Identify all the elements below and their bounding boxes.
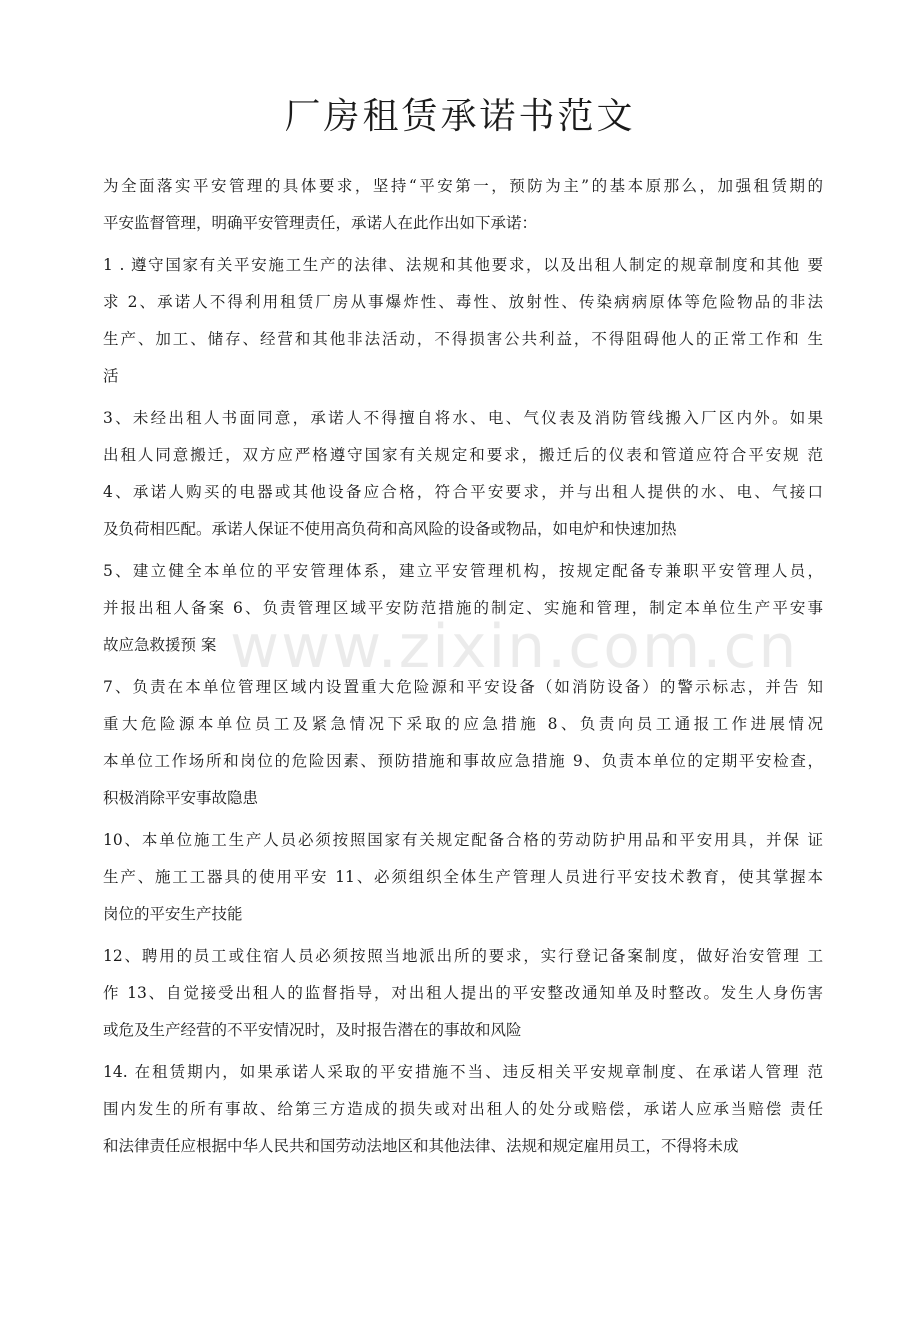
paragraph-line: 12、聘用的员工或住宿人员必须按照当地派出所的要求，实行登记备案制度，做好治安管理 工: [103, 947, 823, 965]
paragraph-line: 14. 在租赁期内，如果承诺人采取的平安措施不当、违反相关平安规章制度、在承诺人管理 范: [103, 1063, 823, 1081]
paragraph-line: 积极消除平安事故隐患: [103, 789, 259, 807]
paragraph-line: 生产、加工、储存、经营和其他非法活动，不得损害公共利益，不得阻碍他人的正常工作和 生: [103, 330, 823, 348]
paragraph-line: 围内发生的所有事故、给第三方造成的损失或对出租人的处分或赔偿，承诺人应承当赔偿 责任: [103, 1100, 823, 1118]
document-title: 厂房租赁承诺书范文: [284, 96, 636, 137]
paragraph-line: 并报出租人备案 6、负责管理区域平安防范措施的制定、实施和管理，制定本单位生产平安事: [103, 599, 823, 617]
paragraph: [103, 247, 823, 395]
paragraph: [103, 553, 823, 664]
paragraph-line: 故应急救援预 案: [103, 636, 217, 654]
paragraph: [103, 1054, 823, 1165]
paragraph: [103, 938, 823, 1049]
paragraph-line: 求 2、承诺人不得利用租赁厂房从事爆炸性、毒性、放射性、传染病病原体等危险物品的非法: [103, 293, 823, 311]
paragraph: [103, 168, 823, 242]
paragraph-line: 重大危险源本单位员工及紧急情况下采取的应急措施 8、负责向员工通报工作进展情况: [103, 715, 823, 733]
paragraph-line: 和法律责任应根据中华人民共和国劳动法地区和其他法律、法规和规定雇用员工，不得将未成: [103, 1137, 739, 1155]
watermark: www.zixin.com.cn: [230, 612, 799, 682]
paragraph: [103, 822, 823, 933]
paragraph-line: 出租人同意搬迁，双方应严格遵守国家有关规定和要求，搬迁后的仪表和管道应符合平安规 范: [103, 446, 823, 464]
paragraph-line: 4、承诺人购买的电器或其他设备应合格，符合平安要求，并与出租人提供的水、电、气接口: [103, 483, 823, 501]
paragraph-line: 活: [103, 367, 119, 385]
paragraph-line: 本单位工作场所和岗位的危险因素、预防措施和事故应急措施 9、负责本单位的定期平安检查，: [103, 752, 823, 770]
paragraph-line: 岗位的平安生产技能: [103, 905, 243, 923]
paragraph-line: 5、建立健全本单位的平安管理体系，建立平安管理机构，按规定配备专兼职平安管理人员，: [103, 562, 823, 580]
paragraph-line: 及负荷相匹配。承诺人保证不使用高负荷和高风险的设备或物品，如电炉和快速加热: [103, 520, 677, 538]
paragraph-line: 作 13、自觉接受出租人的监督指导，对出租人提出的平安整改通知单及时整改。发生人身伤害: [103, 984, 823, 1002]
paragraph-line: 为全面落实平安管理的具体要求，坚持“平安第一，预防为主”的基本原那么，加强租赁期的: [103, 177, 823, 195]
paragraph-line: 10、本单位施工生产人员必须按照国家有关规定配备合格的劳动防护用品和平安用具，并保 证: [103, 831, 823, 849]
paragraph: [103, 400, 823, 548]
paragraph-line: 7、负责在本单位管理区域内设置重大危险源和平安设备（如消防设备）的警示标志，并告 知: [103, 678, 823, 696]
paragraph-line: 1 . 遵守国家有关平安施工生产的法律、法规和其他要求，以及出租人制定的规章制度和其他 要: [103, 256, 823, 274]
document-body: [103, 168, 823, 1170]
paragraph: [103, 669, 823, 817]
paragraph-line: 或危及生产经营的不平安情况时，及时报告潜在的事故和风险: [103, 1021, 522, 1039]
paragraph-line: 生产、施工工器具的使用平安 11、必须组织全体生产管理人员进行平安技术教育，使其掌握本: [103, 868, 823, 886]
paragraph-line: 3、未经出租人书面同意，承诺人不得擅自将水、电、气仪表及消防管线搬入厂区内外。如果: [103, 409, 823, 427]
paragraph-line: 平安监督管理，明确平安管理责任，承诺人在此作出如下承诺：: [103, 214, 538, 232]
